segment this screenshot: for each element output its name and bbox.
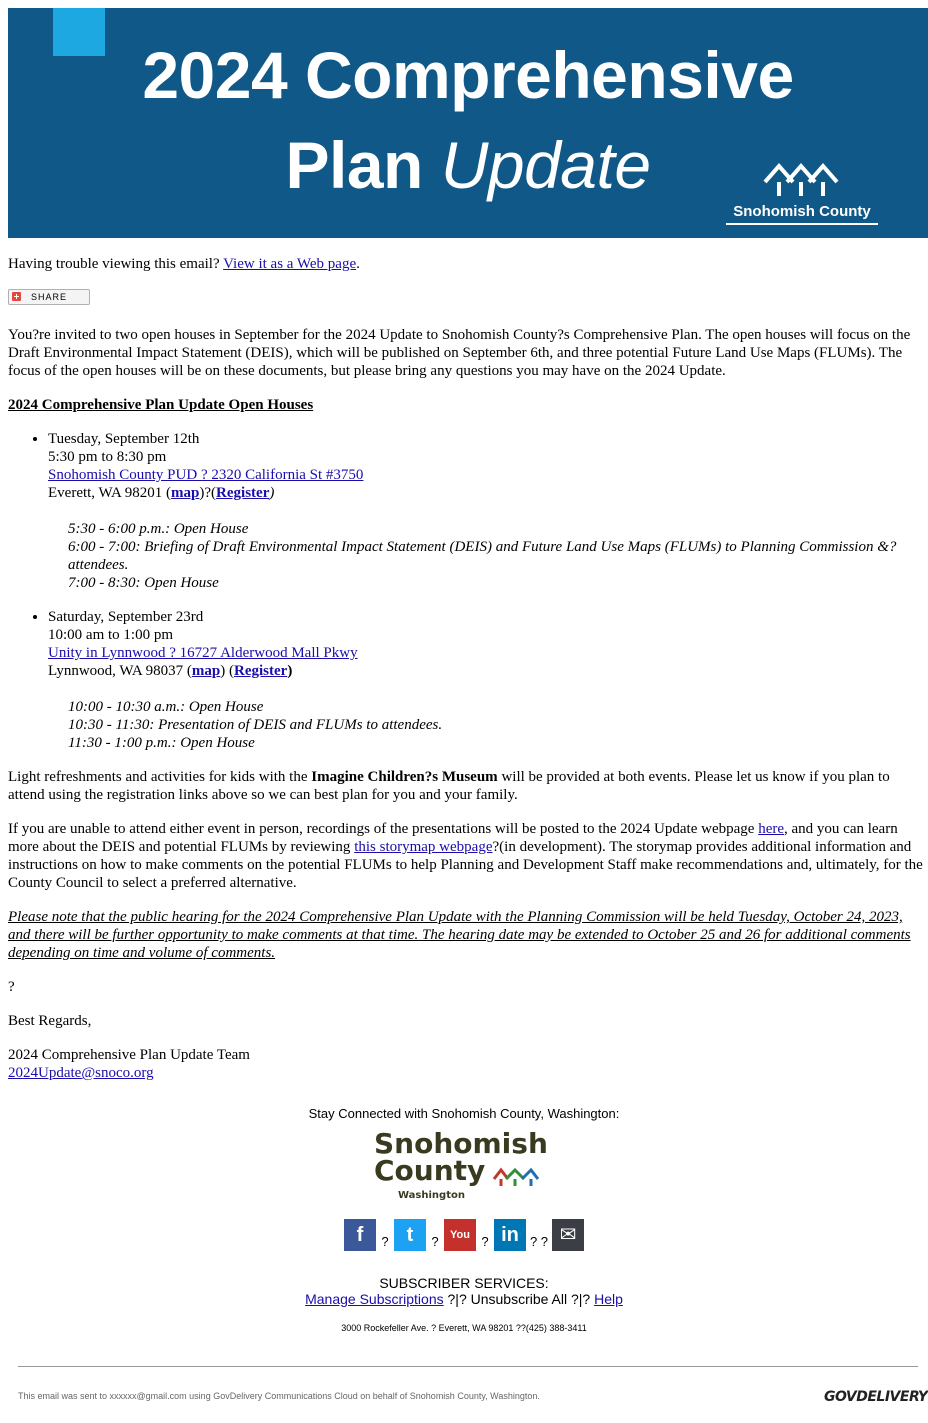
open-houses-heading: 2024 Comprehensive Plan Update Open Houses [8,397,314,413]
update-webpage-link[interactable]: here [758,821,784,837]
roofs-icon [492,1165,540,1187]
roofs-icon [761,158,843,198]
event-city-line [48,484,928,502]
recordings-text-end: ?(in development). The storymap provides additional information and instructions on how to make comments on the potential FLUMs to help Planning and Development Staff make recommendations and, ultimately, for the County Council to select a preferred alternative. [8,839,923,891]
register-link[interactable]: Register [234,663,288,679]
hearing-note-link[interactable]: Please note that the public hearing for the 2024 Comprehensive Plan Update with the Planning Commission will be held Tuesday, October 24, 2023, and there will be further opportunity to make comments at that time. The hearing date may be extended to October 25 and 26 for additional comments depending on time and volume of comments. [8,909,911,961]
recordings-text-mid: , and you can learn more about the DEIS and potential FLUMs by reviewing [8,821,898,855]
view-web-page-link[interactable]: View it as a Web page [223,256,357,272]
trouble-text: Having trouble viewing this email? [8,256,220,272]
event-city: Everett, WA 98201 ( [48,485,172,501]
youtube-icon[interactable]: You Tube [444,1219,476,1251]
event-venue-link[interactable]: Unity in Lynnwood ? 16727 Alderwood Mall Pkwy [48,645,358,661]
stay-connected-text: Stay Connected with Snohomish County, Washington: [308,1106,620,1121]
social-links [0,1219,928,1273]
event-time: 5:30 pm to 8:30 pm [48,449,167,465]
event-schedule [68,520,928,592]
banner-title-plan: Plan [285,128,423,202]
museum-name: Imagine Children?s Museum [311,769,498,785]
twitter-icon[interactable]: t [394,1219,426,1251]
event-separator: ) ( [220,663,234,679]
schedule-item: 6:00 - 7:00: Briefing of Draft Environmental Impact Statement (DEIS) and Future Land Use Maps (FLUMs) to Planning Commission &?attendees. [68,539,897,573]
contact-email-link[interactable]: 2024Update@snoco.org [8,1065,154,1081]
event-date: • Tuesday, September 12th [48,431,200,447]
event-separator: )?( [199,485,217,501]
share-label: SHARE [31,292,68,302]
header-banner [8,8,928,238]
govdelivery-logo[interactable]: GOVDELIVERY [824,1389,928,1405]
email-icon[interactable]: ✉ [552,1219,584,1251]
question-mark: ? [8,979,15,995]
event-time: 10:00 am to 1:00 pm [48,627,173,643]
schedule-item: 5:30 - 6:00 p.m.: Open House [68,521,249,537]
linkedin-icon[interactable]: in [494,1219,526,1251]
subscriber-services-title: SUBSCRIBER SERVICES: [379,1275,549,1291]
banner-county-logo [726,158,878,225]
hearing-note [8,908,928,962]
refreshments-paragraph [8,768,928,804]
event-item [48,430,928,592]
separator: ? [381,1234,389,1249]
event-item [48,608,928,752]
schedule-item: 10:00 - 10:30 a.m.: Open House [68,699,264,715]
logo-line-county: County [374,1154,486,1187]
refreshments-text-end: will be provided at both events. Please let us know if you plan to attend using the registration links above so we can best plan for you and your family. [8,769,890,803]
trouble-period: . [356,256,360,272]
logo-line-washington: Washington [398,1190,465,1201]
banner-logo-text: Snohomish County [726,203,878,225]
footer [0,1105,928,1337]
event-city-line [48,662,928,680]
separator: ? ? [529,1234,549,1249]
county-address: 3000 Rockefeller Ave. ? Everett, WA 98201 ??(425) 388-3411 [341,1323,587,1333]
subscriber-services [0,1275,928,1307]
regards: Best Regards, [8,1013,92,1029]
unsubscribe-text: ?|? Unsubscribe All ?|? [443,1291,595,1307]
recordings-text: If you are unable to attend either event in person, recordings of the presentations will be posted to the 2024 Update webpage [8,821,759,837]
event-venue-link[interactable]: Snohomish County PUD ? 2320 California St #3750 [48,467,364,483]
refreshments-text: Light refreshments and activities for kids with the [8,769,312,785]
logo-line-snohomish: Snohomish [374,1127,548,1160]
register-link[interactable]: Register [216,485,270,501]
facebook-icon[interactable]: f [344,1219,376,1251]
banner-title-update: Update [440,128,651,202]
county-logo[interactable] [374,1127,554,1201]
schedule-item: 7:00 - 8:30: Open House [68,575,219,591]
schedule-item: 11:30 - 1:00 p.m.: Open House [68,735,255,751]
storymap-link[interactable]: this storymap webpage [354,839,493,855]
manage-subscriptions-link[interactable]: Manage Subscriptions [305,1291,444,1307]
trouble-viewing [8,255,928,273]
sent-notice: This email was sent to xxxxxx@gmail.com using GovDelivery Communications Cloud on behalf of Snohomish County, Washington. [18,1391,540,1401]
plus-icon [12,292,21,301]
recordings-paragraph [8,820,928,892]
footer-divider [18,1366,918,1367]
email-body [8,255,928,1082]
event-date: • Saturday, September 23rd [48,609,204,625]
event-schedule [68,698,928,752]
events-list [8,430,928,752]
intro-paragraph: You?re invited to two open houses in September for the 2024 Update to Snohomish County?s Comprehensive Plan. The open houses will focus on the Draft Environmental Impact Statement (DEIS), which will be published on September 6th, and three potential Future Land Use Maps (FLUMs). The focus of the open houses will be on these documents, but please bring any questions you may have on the 2024 Update. [8,327,911,379]
map-link[interactable]: map [171,485,200,501]
event-close-paren: ) [269,485,275,501]
separator: ? [431,1234,439,1249]
share-button[interactable] [8,289,90,305]
signature-team: 2024 Comprehensive Plan Update Team [8,1047,250,1063]
schedule-item: 10:30 - 11:30: Presentation of DEIS and FLUMs to attendees. [68,717,443,733]
banner-title-line1: 2024 Comprehensive [142,38,794,112]
help-link[interactable]: Help [594,1291,623,1307]
event-city: Lynnwood, WA 98037 ( [48,663,192,679]
map-link[interactable]: map [191,663,221,679]
separator: ? [481,1234,489,1249]
event-close-paren: ) [287,663,293,679]
